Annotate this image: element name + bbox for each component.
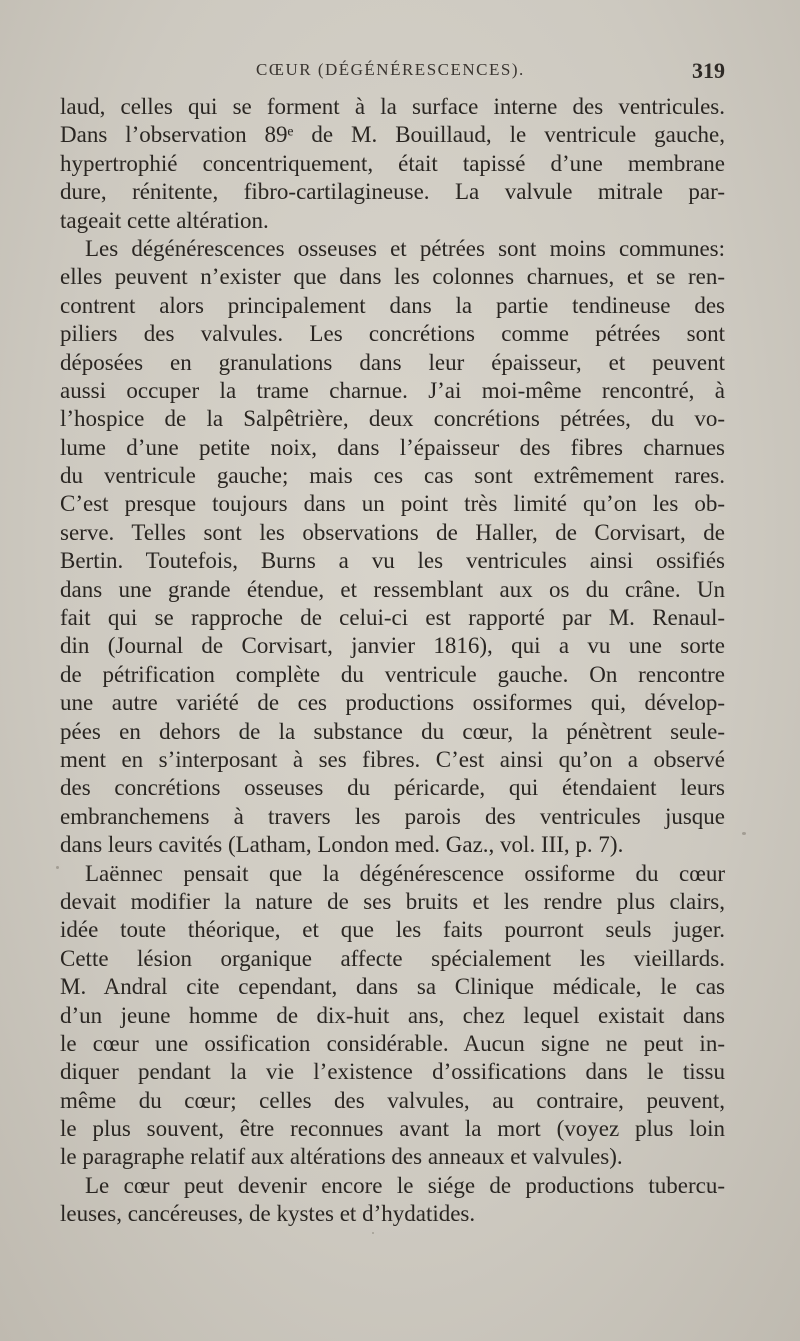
text-line: dure, rénitente, fibro-cartilagineuse. La valvule mitrale par- xyxy=(60,179,725,205)
text-line: même du cœur; celles des valvules, au contraire, peuvent, xyxy=(60,1087,725,1113)
paper-speck xyxy=(372,1232,374,1234)
text-line: contrent alors principalement dans la partie tendineuse des xyxy=(60,292,725,318)
text-line: M. Andral cite cependant, dans sa Clinique médicale, le cas xyxy=(60,974,725,1000)
text-line: piliers des valvules. Les concrétions comme pétrées sont xyxy=(60,321,725,347)
text-line: serve. Telles sont les observations de Haller, de Corvisart, de xyxy=(60,519,725,545)
text-line: déposées en granulations dans leur épaisseur, et peuvent xyxy=(60,349,725,375)
text-line: pées en dehors de la substance du cœur, la pénètrent seule- xyxy=(60,718,725,744)
text-line: dans leurs cavités (Latham, London med. Gaz., vol. III, p. 7). xyxy=(60,832,624,858)
paper-speck xyxy=(742,832,746,835)
text-line: dans une grande étendue, et ressemblant aux os du crâne. Un xyxy=(60,576,725,602)
text-line: aussi occuper la trame charnue. J’ai moi-même rencontré, à xyxy=(60,377,725,403)
text-line: devait modifier la nature de ses bruits et les rendre plus clairs, xyxy=(60,888,725,914)
text-line: Cette lésion organique affecte spécialement les vieillards. xyxy=(60,945,725,971)
text-line: lume d’une petite noix, dans l’épaisseur des fibres charnues xyxy=(60,434,725,460)
text-line: din (Journal de Corvisart, janvier 1816), qui a vu une sorte xyxy=(60,633,725,659)
text-line: leuses, cancéreuses, de kystes et d’hydatides. xyxy=(60,1201,476,1227)
text-line: l’hospice de la Salpêtrière, deux concrétions pétrées, du vo- xyxy=(60,406,725,432)
text-line: d’un jeune homme de dix-huit ans, chez lequel existait dans xyxy=(60,1002,725,1028)
text-line: le cœur une ossification considérable. Aucun signe ne peut in- xyxy=(60,1030,725,1056)
text-line: elles peuvent n’exister que dans les colonnes charnues, et se ren- xyxy=(60,264,725,290)
text-line: idée toute théorique, et que les faits pourront seuls juger. xyxy=(60,917,725,943)
running-head: CŒUR (DÉGÉNÉRESCENCES). xyxy=(256,60,525,79)
text-line: des concrétions osseuses du péricarde, qui étendaient leurs xyxy=(60,775,725,801)
page-header xyxy=(60,58,725,88)
text-line: laud, celles qui se forment à la surface interne des ventricules. xyxy=(60,94,725,119)
text-line: Bertin. Toutefois, Burns a vu les ventricules ainsi ossifiés xyxy=(60,548,725,574)
text-line: tageait cette altération. xyxy=(60,207,269,233)
text-line: du ventricule gauche; mais ces cas sont extrêmement rares. xyxy=(60,463,725,489)
text-line: fait qui se rapproche de celui-ci est rapporté par M. Renaul- xyxy=(60,605,725,631)
text-line: diquer pendant la vie l’existence d’ossifications dans le tissu xyxy=(60,1059,725,1085)
text-line: Laënnec pensait que la dégénérescence ossiforme du cœur xyxy=(85,860,725,886)
text-line: embranchemens à travers les parois des ventricules jusque xyxy=(60,803,725,829)
text-line: le paragraphe relatif aux altérations des anneaux et valvules). xyxy=(60,1144,623,1170)
text-line: ment en s’interposant à ses fibres. C’est ainsi qu’on a observé xyxy=(60,746,725,772)
text-line: Dans l’observation 89ᵉ de M. Bouillaud, le ventricule gauche, xyxy=(60,122,725,148)
page-number: 319 xyxy=(692,58,725,83)
text-line: le plus souvent, être reconnues avant la mort (voyez plus loin xyxy=(60,1116,725,1142)
text-line: Les dégénérescences osseuses et pétrées sont moins communes: xyxy=(85,235,725,261)
text-line: hypertrophié concentriquement, était tapissé d’une membrane xyxy=(60,150,725,176)
text-line: de pétrification complète du ventricule gauche. On rencontre xyxy=(60,661,725,687)
text-line: Le cœur peut devenir encore le siége de productions tubercu- xyxy=(85,1172,725,1198)
paper-speck xyxy=(56,866,59,869)
text-line: C’est presque toujours dans un point très limité qu’on les ob- xyxy=(60,491,725,517)
text-line: une autre variété de ces productions ossiformes qui, dévelop- xyxy=(60,690,725,716)
body-text xyxy=(60,93,725,1229)
